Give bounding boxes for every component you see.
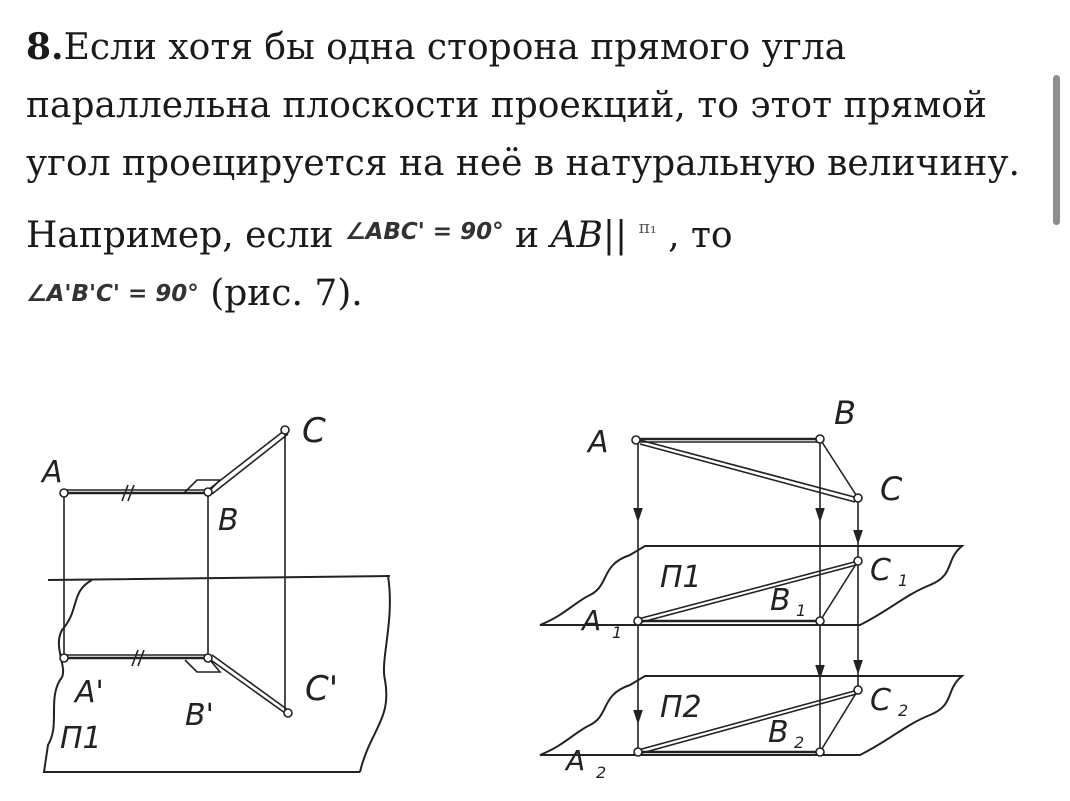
label-left-a: A <box>42 455 63 490</box>
label-right-a1-sub: 1 <box>612 623 623 642</box>
label-right-a1: A <box>582 604 602 637</box>
then-word: , то <box>656 215 733 256</box>
label-right-b1: B <box>770 583 791 618</box>
figure-reference: (рис. 7). <box>198 273 363 314</box>
ab-parallel: AB|| <box>550 215 628 256</box>
text-line-1 <box>26 18 1026 77</box>
label-right-plane2: П2 <box>660 690 702 725</box>
label-right-c2-sub: 2 <box>898 701 909 720</box>
label-left-b: B <box>218 503 239 538</box>
label-right-c1: C <box>870 553 891 588</box>
label-right-a2: A <box>566 744 586 777</box>
label-right-b2-sub: 2 <box>794 733 805 752</box>
label-right-c2: C <box>870 683 891 718</box>
text-line-5 <box>26 265 1026 323</box>
line-3-text: угол проецируется на неё в натуральную величину. <box>26 143 1020 184</box>
text-block <box>26 18 1026 323</box>
label-right-b: B <box>834 394 856 432</box>
label-left-a-prime: A' <box>75 675 104 710</box>
line-2-text: параллельна плоскости проекций, то этот прямой <box>26 85 987 126</box>
label-right-b1-sub: 1 <box>796 601 807 620</box>
label-right-b2: B <box>768 715 789 750</box>
text-line-4 <box>26 199 1026 265</box>
label-left-b-prime: B' <box>185 698 214 733</box>
formula-angle-abc: ∠ABC' = 90° <box>344 219 504 245</box>
label-left-plane: П1 <box>60 721 102 756</box>
label-right-a: A <box>588 425 609 460</box>
formula-angle-projection: ∠A'B'C' = 90° <box>26 281 199 307</box>
line-1-text: Если хотя бы одна сторона прямого угла <box>63 27 847 68</box>
figure-7 <box>0 380 1070 801</box>
and-word: и <box>515 215 551 256</box>
example-prefix: Например, если <box>26 215 345 256</box>
label-right-a2-sub: 2 <box>596 763 607 782</box>
text-line-3 <box>26 135 1026 193</box>
item-number: 8. <box>26 26 64 68</box>
scrollbar-thumb[interactable] <box>1053 75 1060 225</box>
pi-symbol: π₁ <box>638 218 657 238</box>
label-left-c-prime: C' <box>305 669 339 709</box>
label-right-c: C <box>880 470 903 508</box>
label-right-c1-sub: 1 <box>898 571 909 590</box>
text-line-2 <box>26 77 1026 135</box>
label-left-c: C <box>302 411 326 451</box>
label-right-plane1: П1 <box>660 560 702 595</box>
